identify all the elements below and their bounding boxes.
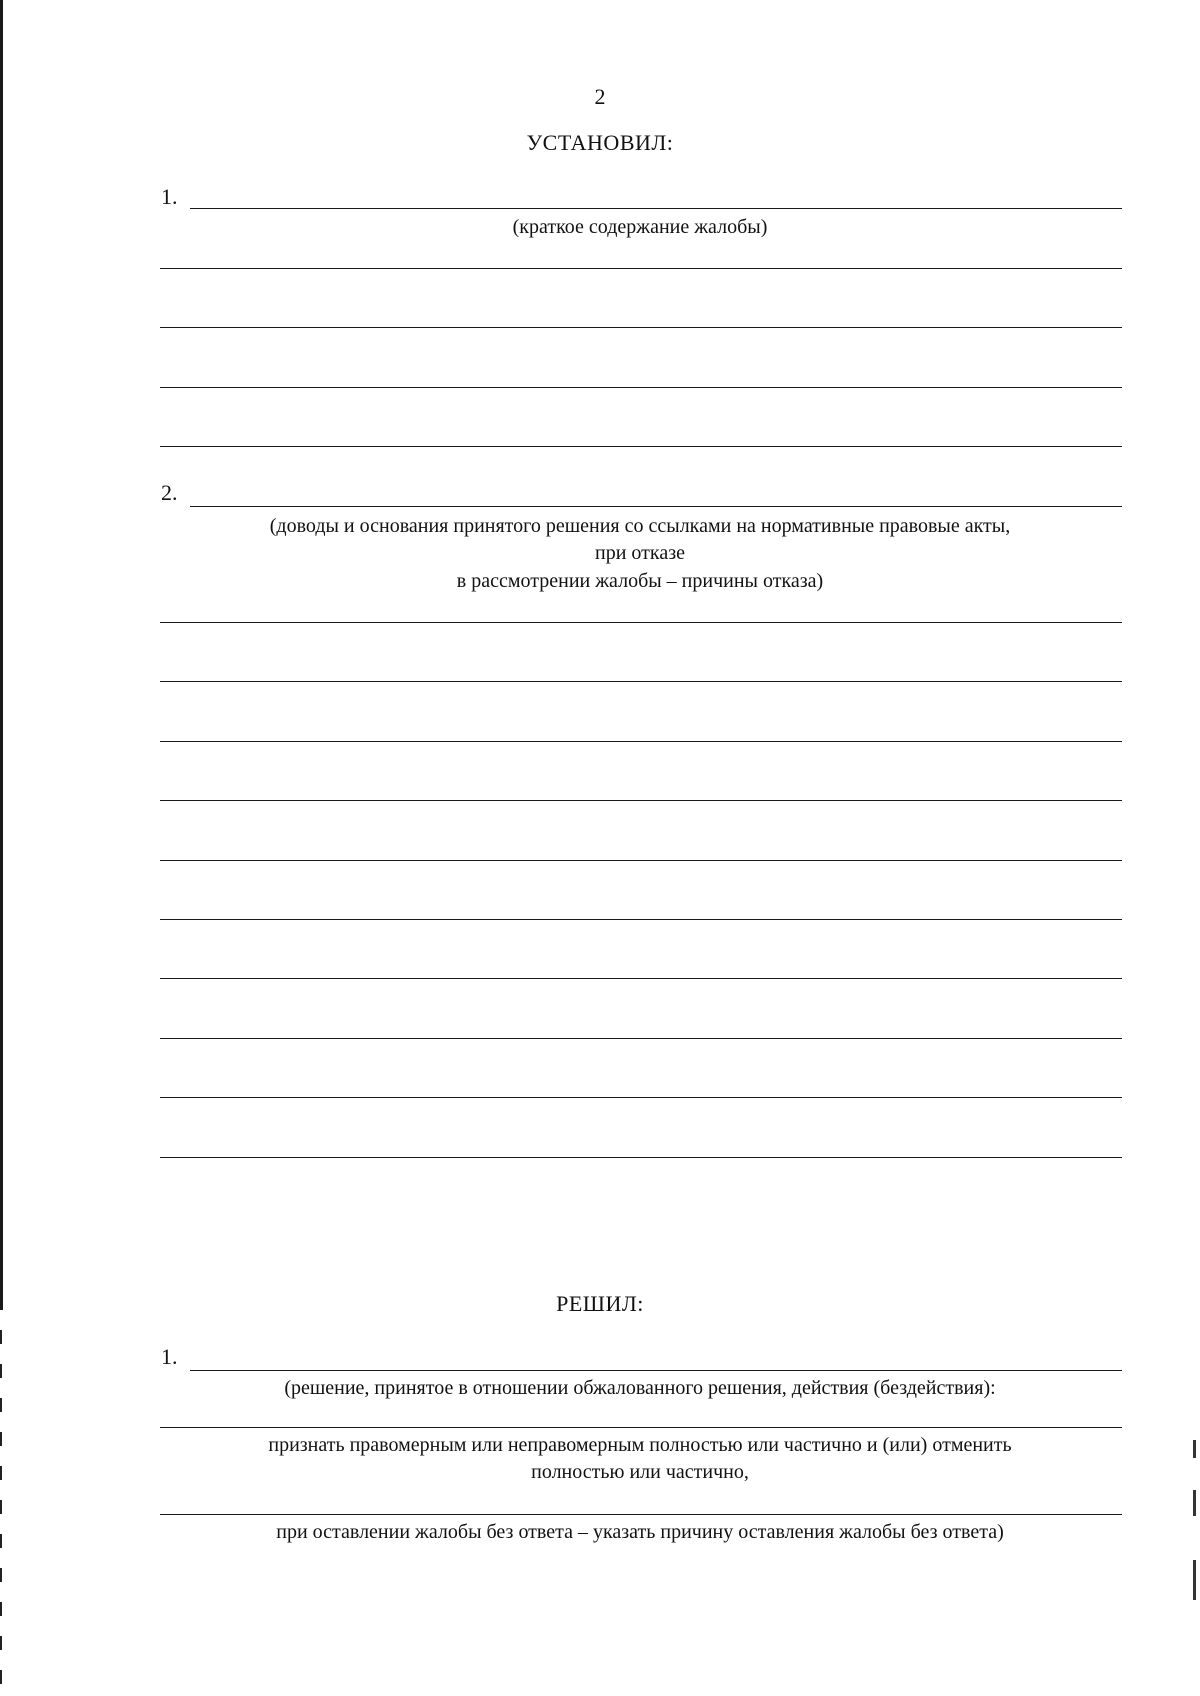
fill-line bbox=[160, 387, 1122, 388]
fill-line bbox=[160, 681, 1122, 682]
section-title-ustanovil: УСТАНОВИЛ: bbox=[526, 130, 674, 155]
fill-line bbox=[160, 1038, 1122, 1039]
item2-caption-line3: в рассмотрении жалобы – причины отказа) bbox=[456, 570, 824, 592]
scan-edge-artifact-lower bbox=[0, 1330, 2, 1696]
decision-caption-2-line1: признать правомерным или неправомерным полностью или частично и (или) отменить bbox=[268, 1434, 1012, 1456]
decision-caption-2-line2: полностью или частично, bbox=[531, 1461, 749, 1483]
section-title-reshil: РЕШИЛ: bbox=[556, 1291, 644, 1316]
fill-line bbox=[160, 268, 1122, 269]
item-number-1: 1. bbox=[161, 184, 178, 209]
fill-line bbox=[190, 208, 1122, 209]
fill-line bbox=[190, 506, 1122, 507]
fill-line bbox=[160, 622, 1122, 623]
page-number: 2 bbox=[594, 84, 606, 109]
fill-line bbox=[160, 1427, 1122, 1428]
item2-caption-line1: (доводы и основания принятого решения со ссылками на нормативные правовые акты, bbox=[269, 515, 1011, 537]
fill-line bbox=[160, 1514, 1122, 1515]
scan-right-artifact bbox=[1193, 1560, 1196, 1600]
fill-line bbox=[160, 800, 1122, 801]
decision-caption-3: при оставлении жалобы без ответа – указать причину оставления жалобы без ответа) bbox=[276, 1521, 1004, 1543]
fill-line bbox=[160, 446, 1122, 447]
item-number-2: 2. bbox=[161, 480, 178, 505]
fill-line bbox=[160, 1097, 1122, 1098]
decision-item-number-1: 1. bbox=[161, 1344, 178, 1369]
scan-right-artifact bbox=[1193, 1440, 1196, 1458]
scan-right-artifact bbox=[1193, 1490, 1196, 1516]
fill-line bbox=[160, 978, 1122, 979]
scan-edge-artifact bbox=[0, 0, 3, 1310]
decision-caption-1: (решение, принятое в отношении обжалованного решения, действия (бездействия): bbox=[284, 1377, 996, 1399]
item1-caption: (краткое содержание жалобы) bbox=[512, 216, 768, 238]
item2-caption-line2: при отказе bbox=[595, 542, 685, 564]
fill-line bbox=[160, 860, 1122, 861]
fill-line bbox=[190, 1370, 1122, 1371]
fill-line bbox=[160, 919, 1122, 920]
fill-line bbox=[160, 741, 1122, 742]
fill-line bbox=[160, 1157, 1122, 1158]
fill-line bbox=[160, 327, 1122, 328]
